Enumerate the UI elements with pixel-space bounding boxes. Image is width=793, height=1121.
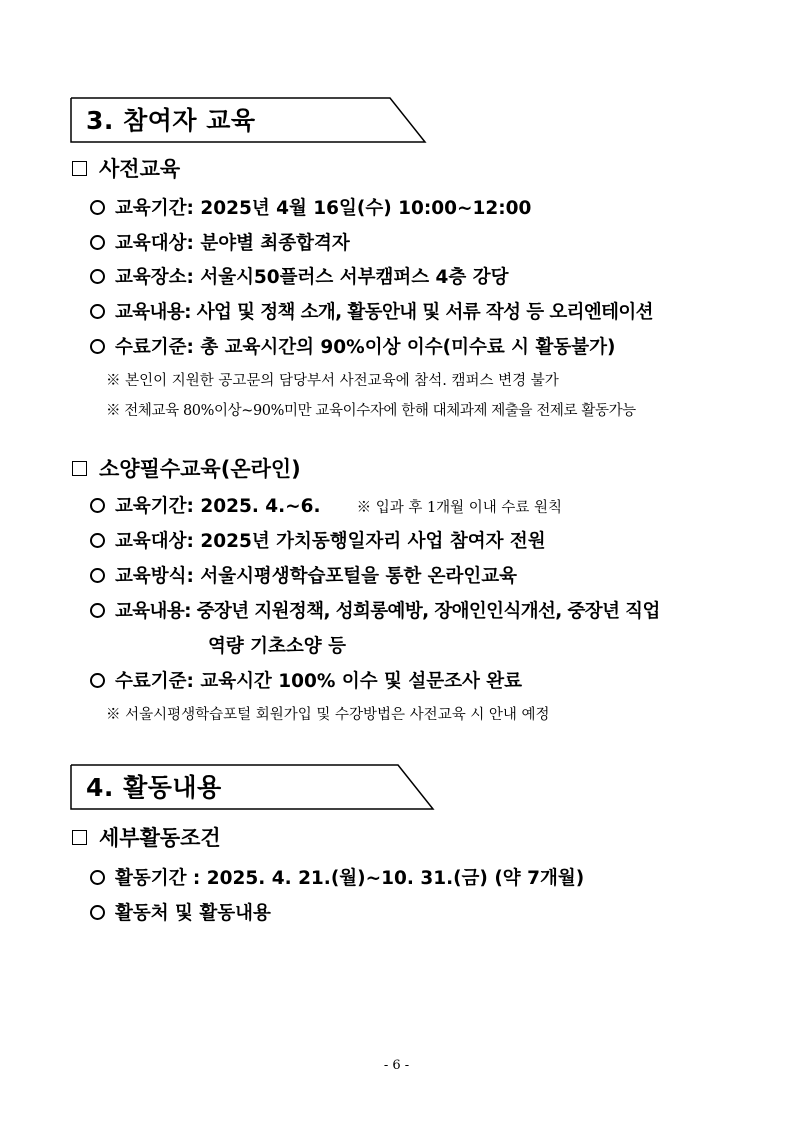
item-text: 활동처 및 활동내용 xyxy=(115,903,271,924)
item-text: 교육기간: 2025년 4월 16일(수) 10:00~12:00 xyxy=(115,198,532,219)
note: ※ 전체교육 80%이상~90%미만 교육이수자에 한해 대체과제 제출을 전제로 활동가능 xyxy=(106,403,636,419)
list-item xyxy=(90,899,271,925)
subheading-activity-conditions xyxy=(72,822,221,852)
circle-bullet-icon xyxy=(90,905,105,920)
circle-bullet-icon xyxy=(90,568,105,583)
subheading-label: 사전교육 xyxy=(99,157,181,181)
section-3-title: 3. 참여자 교육 xyxy=(86,106,256,135)
circle-bullet-icon xyxy=(90,269,105,284)
list-item xyxy=(90,492,562,518)
circle-bullet-icon xyxy=(90,339,105,354)
item-text: 수료기준: 총 교육시간의 90%이상 이수(미수료 시 활동불가) xyxy=(115,337,616,358)
square-bullet-icon xyxy=(72,461,87,476)
note: ※ 본인이 지원한 공고문의 담당부서 사전교육에 참석. 캠퍼스 변경 불가 xyxy=(106,373,559,389)
item-text: 교육장소: 서울시50플러스 서부캠퍼스 4층 강당 xyxy=(115,267,509,288)
circle-bullet-icon xyxy=(90,870,105,885)
subheading-label: 세부활동조건 xyxy=(99,826,221,850)
item-text: 교육대상: 분야별 최종합격자 xyxy=(115,233,350,254)
subheading-online-education xyxy=(72,453,301,483)
circle-bullet-icon xyxy=(90,533,105,548)
circle-bullet-icon xyxy=(90,304,105,319)
circle-bullet-icon xyxy=(90,673,105,688)
note: ※ 서울시평생학습포털 회원가입 및 수강방법은 사전교육 시 안내 예정 xyxy=(106,707,550,723)
list-item xyxy=(90,864,584,890)
square-bullet-icon xyxy=(72,161,87,176)
circle-bullet-icon xyxy=(90,498,105,513)
page-number: - 6 - xyxy=(383,1058,410,1073)
circle-bullet-icon xyxy=(90,200,105,215)
item-text: 교육방식: 서울시평생학습포털을 통한 온라인교육 xyxy=(115,566,518,587)
item-continuation: 역량 기초소양 등 xyxy=(208,636,346,657)
circle-bullet-icon xyxy=(90,603,105,618)
list-item xyxy=(90,527,546,553)
list-item xyxy=(90,194,531,220)
circle-bullet-icon xyxy=(90,235,105,250)
section-4-title: 4. 활동내용 xyxy=(86,773,222,802)
item-text: 교육내용: 중장년 지원정책, 성희롱예방, 장애인인식개선, 중장년 직업 xyxy=(115,601,660,622)
square-bullet-icon xyxy=(72,830,87,845)
list-item xyxy=(90,333,615,359)
list-item xyxy=(90,263,508,289)
subheading-label: 소양필수교육(온라인) xyxy=(99,457,301,481)
list-item xyxy=(90,667,522,693)
item-text: 교육내용: 사업 및 정책 소개, 활동안내 및 서류 작성 등 오리엔테이션 xyxy=(115,302,653,323)
inline-note: ※ 입과 후 1개월 이내 수료 원칙 xyxy=(356,500,563,516)
item-text: 교육대상: 2025년 가치동행일자리 사업 참여자 전원 xyxy=(115,531,546,552)
item-text: 교육기간: 2025. 4.~6. xyxy=(115,496,321,517)
list-item xyxy=(90,229,350,255)
list-item xyxy=(90,298,653,324)
item-text: 수료기준: 교육시간 100% 이수 및 설문조사 완료 xyxy=(115,671,523,692)
section-3-header xyxy=(70,97,430,141)
item-text: 활동기간 : 2025. 4. 21.(월)~10. 31.(금) (약 7개월) xyxy=(115,868,585,889)
list-item xyxy=(90,562,517,588)
list-item xyxy=(90,597,660,623)
subheading-pre-education xyxy=(72,153,180,183)
section-4-header xyxy=(70,764,440,808)
